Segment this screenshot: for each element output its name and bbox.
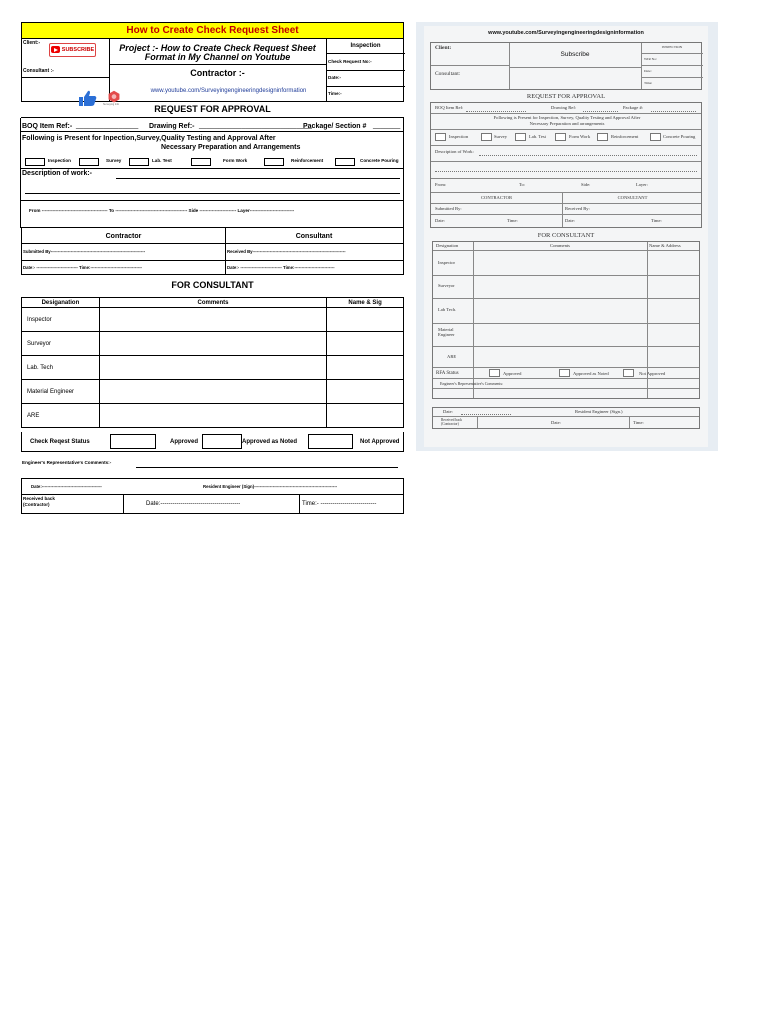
project-line-2: Format in My Channel on Youtube: [144, 52, 291, 62]
scan-date: Date:: [644, 69, 652, 73]
name-sig-cell[interactable]: [327, 332, 404, 356]
scan-to: To:: [519, 182, 526, 187]
scan-check-label: Survey: [494, 134, 508, 139]
resident-engineer-sign[interactable]: Resident Engineer (Sign)----------------------------------------------------------: [203, 484, 338, 489]
scan-checkbox: [515, 133, 526, 141]
scan-present-1: Following is Present for Inspection, Survey, Quality Testing and Approval After: [493, 115, 641, 120]
consultant-table-wrap: [21, 297, 404, 432]
scan-package: Package #:: [623, 105, 644, 110]
scanned-paper: [424, 26, 708, 447]
inspection-label: Inspection: [350, 43, 381, 49]
table-row: [22, 404, 404, 428]
channel-url[interactable]: www.youtube.com/Surveyingengineeringdesigninformation: [150, 88, 307, 94]
play-icon: [51, 46, 60, 53]
scan-row-label: Material Engineer: [438, 327, 455, 337]
scan-comments: Comments: [550, 243, 570, 248]
scan-consultant-table: [432, 241, 700, 399]
scan-row-label: Lab Tech.: [438, 307, 457, 312]
scan-checkbox: [623, 369, 634, 377]
checkbox-label-inspection: Inspection: [48, 158, 71, 163]
checkbox-label-form-work: Form Work: [223, 158, 248, 163]
package-label: Package/ Section #: [303, 123, 367, 130]
scan-present-2: Necessary Preparation and arrangements: [529, 121, 605, 126]
scan-engineer-comments: Engineer's Representative's Comments:: [440, 381, 504, 386]
scan-from: From:: [435, 182, 447, 187]
scan-checkbox: [481, 133, 492, 141]
drawing-label: Drawing Ref:-: [149, 123, 195, 130]
scan-drawing: Drawing Ref:: [551, 105, 577, 110]
scan-wir: WIR No:: [644, 57, 657, 61]
scan-url: www.youtube.com/Surveyingengineeringdesigninformation: [488, 30, 644, 36]
received-by-field[interactable]: Received By-----------------------------------------------------------------: [227, 249, 346, 254]
row-label-surveyor: Surveyor: [22, 332, 100, 356]
table-row: [22, 308, 404, 332]
scan-consultant-header: CONSULTANT: [617, 195, 648, 200]
col-name-sig: Name & Sig: [327, 298, 404, 308]
contractor-date-time[interactable]: Date:- ----------------------------- Time:------------------------------------: [23, 265, 142, 270]
checkbox-label-concrete-pouring: Concrete Pouring: [360, 158, 399, 163]
row-label-are: ARE: [22, 404, 100, 428]
scan-checkbox: [559, 369, 570, 377]
approved-label: Approved: [170, 439, 199, 445]
name-sig-cell[interactable]: [327, 356, 404, 380]
table-row: [22, 380, 404, 404]
lab-test-checkbox[interactable]: [129, 158, 149, 166]
date-bottom[interactable]: Date:----------------------------------------: [146, 501, 241, 507]
form-work-checkbox[interactable]: [191, 158, 211, 166]
present-line-2: Necessary Preparation and Arrangements: [161, 144, 301, 151]
scan-check-label: Lab. Test: [529, 134, 546, 139]
signatures-section: [21, 227, 404, 275]
scan-time: Time:: [644, 81, 653, 85]
scan-client: Client:: [435, 45, 452, 51]
comments-cell[interactable]: [99, 332, 326, 356]
name-sig-cell[interactable]: [327, 380, 404, 404]
engineer-comments-label: Engineer's Representative's Comments:-: [22, 460, 112, 465]
scan-received-back: Received back (Contractor): [441, 418, 463, 426]
checkbox-label-reinforcement: Reinforcement: [291, 158, 324, 163]
description-label: Description of work:-: [22, 170, 93, 177]
scan-time-2: Time:: [507, 218, 518, 223]
status-row: [21, 432, 404, 452]
scan-check-label: Inspection: [449, 134, 469, 139]
time-bottom[interactable]: Time:- ----------------------------: [302, 501, 377, 507]
engineer-comments-row: [21, 452, 404, 478]
scan-row-label: Inspector: [438, 260, 456, 265]
check-request-form: [21, 22, 404, 514]
scan-name-address: Name & Address: [649, 243, 681, 248]
scan-time-final: Time:: [633, 420, 644, 425]
form-header: [21, 39, 404, 106]
scan-date-3: Date:: [565, 218, 575, 223]
scan-resident: Resident Engineer (Sign.): [575, 409, 623, 414]
present-line-1: Following is Present for Inpection,Survey,Quality Testing and Approval After: [22, 135, 276, 142]
scan-checkbox: [597, 133, 608, 141]
form-title: How to Create Check Request Sheet: [21, 22, 404, 39]
approved-noted-label: Approved as Noted: [242, 439, 298, 445]
scan-date-2: Date:: [435, 218, 445, 223]
scan-subscribe: Subscribe: [560, 51, 590, 58]
subscribe-button[interactable]: [49, 43, 96, 57]
for-consultant-title: FOR CONSULTANT: [171, 280, 254, 290]
consultant-table: [21, 297, 404, 428]
row-label-inspector: Inspector: [22, 308, 100, 332]
scan-rfa-status: RFA Status: [436, 371, 459, 376]
row-label-material-engineer: Material Engineer: [22, 380, 100, 404]
scan-consultant: Consultant:: [435, 71, 461, 77]
from-to-side-layer-line[interactable]: From ------------------------------------------- To ----------------------------------------------- Side ------------------------ Layer-----------------------------: [29, 208, 295, 213]
scan-request-box: [430, 102, 702, 228]
time-label: Time:-: [328, 91, 342, 96]
scan-approved: Approved: [503, 371, 522, 376]
inspection-checkbox[interactable]: [25, 158, 45, 166]
scan-side: Side:: [581, 182, 591, 187]
consultant-header: Consultant: [295, 233, 333, 240]
checkbox-label-survey: Survey: [106, 158, 122, 163]
concrete-pouring-checkbox[interactable]: [335, 158, 355, 166]
scan-row-label: ARE: [447, 354, 457, 359]
scan-checkbox: [555, 133, 566, 141]
boq-label: BOQ Item Ref:-: [22, 123, 73, 130]
received-back-label-1: Received back: [23, 496, 55, 501]
request-title: REQUEST FOR APPROVAL: [154, 104, 271, 114]
approved-checkbox[interactable]: [110, 434, 156, 449]
scan-date-bottom: Date:: [443, 409, 453, 414]
client-label: Client:-: [23, 40, 41, 46]
approved-noted-checkbox[interactable]: [202, 434, 242, 449]
contractor-header: Contractor: [105, 233, 142, 240]
survey-checkbox[interactable]: [79, 158, 99, 166]
scan-boq: BOQ Item Ref:: [435, 105, 464, 110]
name-sig-cell[interactable]: [327, 404, 404, 428]
comments-cell[interactable]: [99, 308, 326, 332]
scan-bottom-box: [432, 407, 700, 429]
reinforcement-checkbox[interactable]: [264, 158, 284, 166]
table-row: [22, 332, 404, 356]
scan-designation: Designation: [436, 243, 459, 248]
comments-cell[interactable]: [99, 404, 326, 428]
scan-row-label: Surveyor: [438, 283, 455, 288]
scan-date-final: Date:: [551, 420, 561, 425]
comments-cell[interactable]: [99, 356, 326, 380]
received-back-label-2: (Contractor): [23, 502, 50, 507]
submitted-by-field[interactable]: Submitted By------------------------------------------------------------------: [23, 249, 146, 254]
scan-description: Description of Work:: [435, 149, 474, 154]
scan-for-consultant: FOR CONSULTANT: [537, 232, 595, 239]
scanned-form-image: [416, 22, 718, 451]
project-line-1: Project :- How to Create Check Request Sheet: [119, 43, 316, 53]
scan-approved-noted: Approved as Noted: [573, 371, 609, 376]
scan-time-3: Time:: [651, 218, 662, 223]
scan-check-label: Concrete Pouring: [663, 134, 696, 139]
scan-request-title: REQUEST FOR APPROVAL: [526, 93, 606, 100]
consultant-label: Consultant :-: [23, 68, 54, 74]
scan-contractor: CONTRACTOR: [480, 195, 513, 200]
scan-checkbox: [435, 133, 446, 141]
scan-checkbox: [489, 369, 500, 377]
date-line[interactable]: Date:------------------------------------------: [31, 484, 102, 489]
resident-engineer-row: [21, 478, 404, 514]
col-designation: Desiganation: [22, 298, 100, 308]
check-request-no-label: Check Request No:-: [328, 59, 372, 64]
contractor-label: Contractor :-: [190, 68, 245, 78]
name-sig-cell[interactable]: [327, 308, 404, 332]
package-field[interactable]: _______: [373, 122, 401, 129]
scan-inspection: INSPECTION: [661, 45, 683, 49]
not-approved-label: Not Approved: [360, 439, 400, 445]
not-approved-checkbox[interactable]: [308, 434, 353, 449]
scan-check-label: Form Work: [569, 134, 591, 139]
status-label: Check Reqest Status: [30, 439, 90, 445]
request-section: [21, 117, 404, 227]
scan-not-approved: Not Approved: [639, 371, 666, 376]
scan-received: Received By:: [565, 206, 590, 211]
scan-check-label: Reinforcement: [611, 134, 639, 139]
col-comments: Comments: [99, 298, 326, 308]
scan-checkbox: [650, 133, 661, 141]
checkbox-label-lab-test: Lab. Test: [152, 158, 172, 163]
scan-layer: Layer:: [636, 182, 648, 187]
boq-field[interactable]: ________________: [76, 122, 139, 129]
row-label-lab-tech: Lab. Tech: [22, 356, 100, 380]
drawing-field[interactable]: _____________________________: [199, 122, 312, 129]
scan-header-box: [430, 42, 702, 90]
table-row: [22, 356, 404, 380]
consultant-date-time[interactable]: Date:- ----------------------------- Time:----------------------------: [227, 265, 335, 270]
subscribe-label: SUBSCRIBE: [61, 47, 95, 53]
scan-submitted: Submitted By:: [435, 206, 462, 211]
logo-caption: Surveying Info: [103, 103, 119, 106]
date-label: Date:-: [328, 75, 342, 80]
comments-cell[interactable]: [99, 380, 326, 404]
